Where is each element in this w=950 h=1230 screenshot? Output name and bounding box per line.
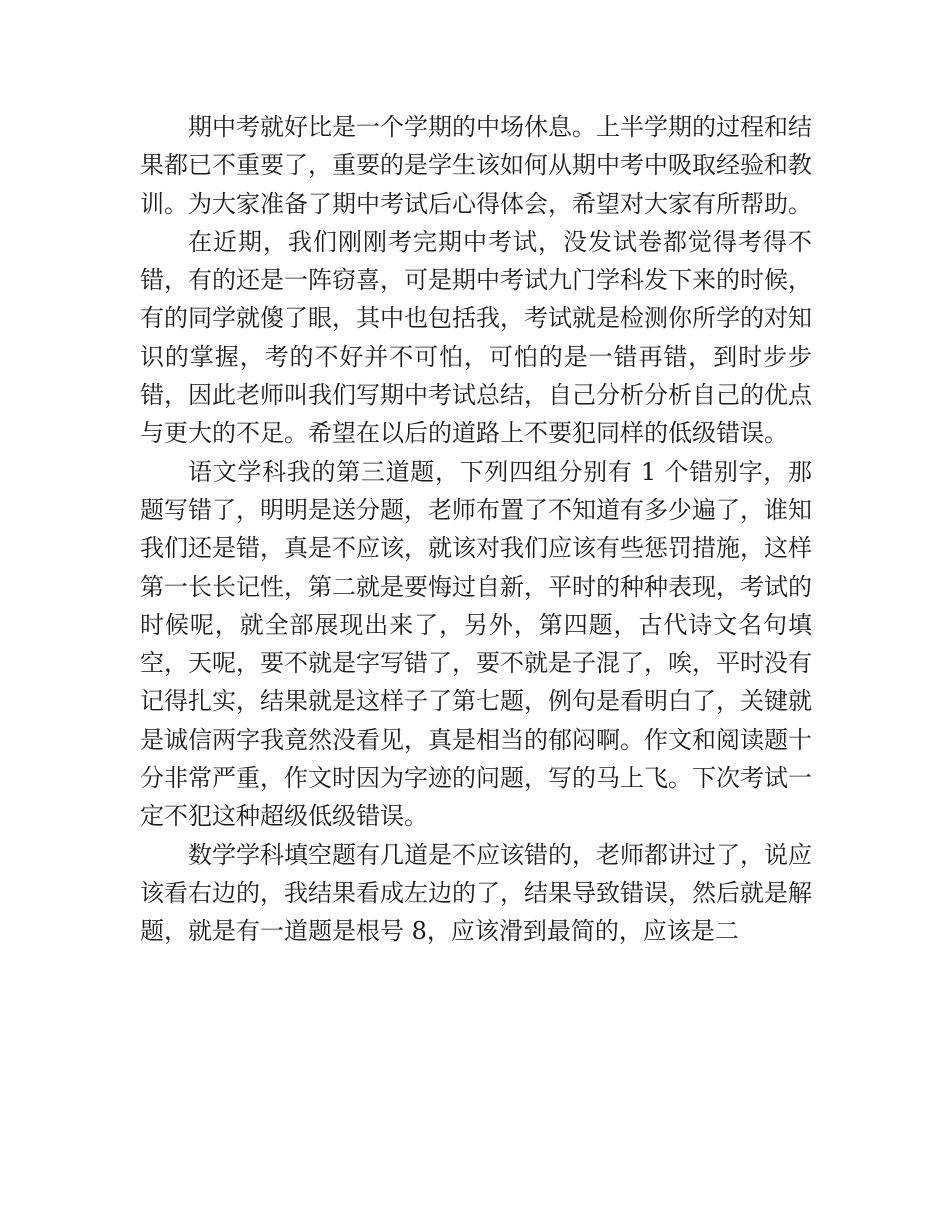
paragraph-math-subject: 数学学科填空题有几道是不应该错的，老师都讲过了，说应该看右边的，我结果看成左边的了，结果导致错误，然后就是解题，就是有一道题是根号 8，应该滑到最简的，应该是二 [140,840,812,946]
document-page [140,108,812,951]
paragraph-intro: 期中考就好比是一个学期的中场休息。上半学期的过程和结果都已不重要了，重要的是学生该如何从期中考中吸取经验和教训。为大家准备了期中考试后心得体会，希望对大家有所帮助。 [140,113,812,218]
paragraph-chinese-subject: 语文学科我的第三道题，下列四组分别有 1 个错别字，那题写错了，明明是送分题，老师布置了不知道有多少遍了，谁知我们还是错，真是不应该，就该对我们应该有些惩罚措施，这样第一长长记性，第二就是要悔过自新，平时的种种表现，考试的时候呢，就全部展现出来了，另外，第四题，古代诗文名句填空，天呢，要不就是字写错了，要不就是子混了，唉，平时没有记得扎实，结果就是这样子了第七题，例句是看明白了，关键就是诚信两字我竟然没看见，真是相当的郁闷啊。作文和阅读题十分非常严重，作文时因为字迹的问题，写的马上飞。下次考试一定不犯这种超级低级错误。 [140,457,812,831]
paragraph-exam-reflection: 在近期，我们刚刚考完期中考试，没发试卷都觉得考得不错，有的还是一阵窃喜，可是期中考试九门学科发下来的时候，有的同学就傻了眼，其中也包括我，考试就是检测你所学的对知识的掌握，考的不好并不可怕，可怕的是一错再错，到时步步错，因此老师叫我们写期中考试总结，自己分析分析自己的优点与更大的不足。希望在以后的道路上不要犯同样的低级错误。 [140,227,812,448]
